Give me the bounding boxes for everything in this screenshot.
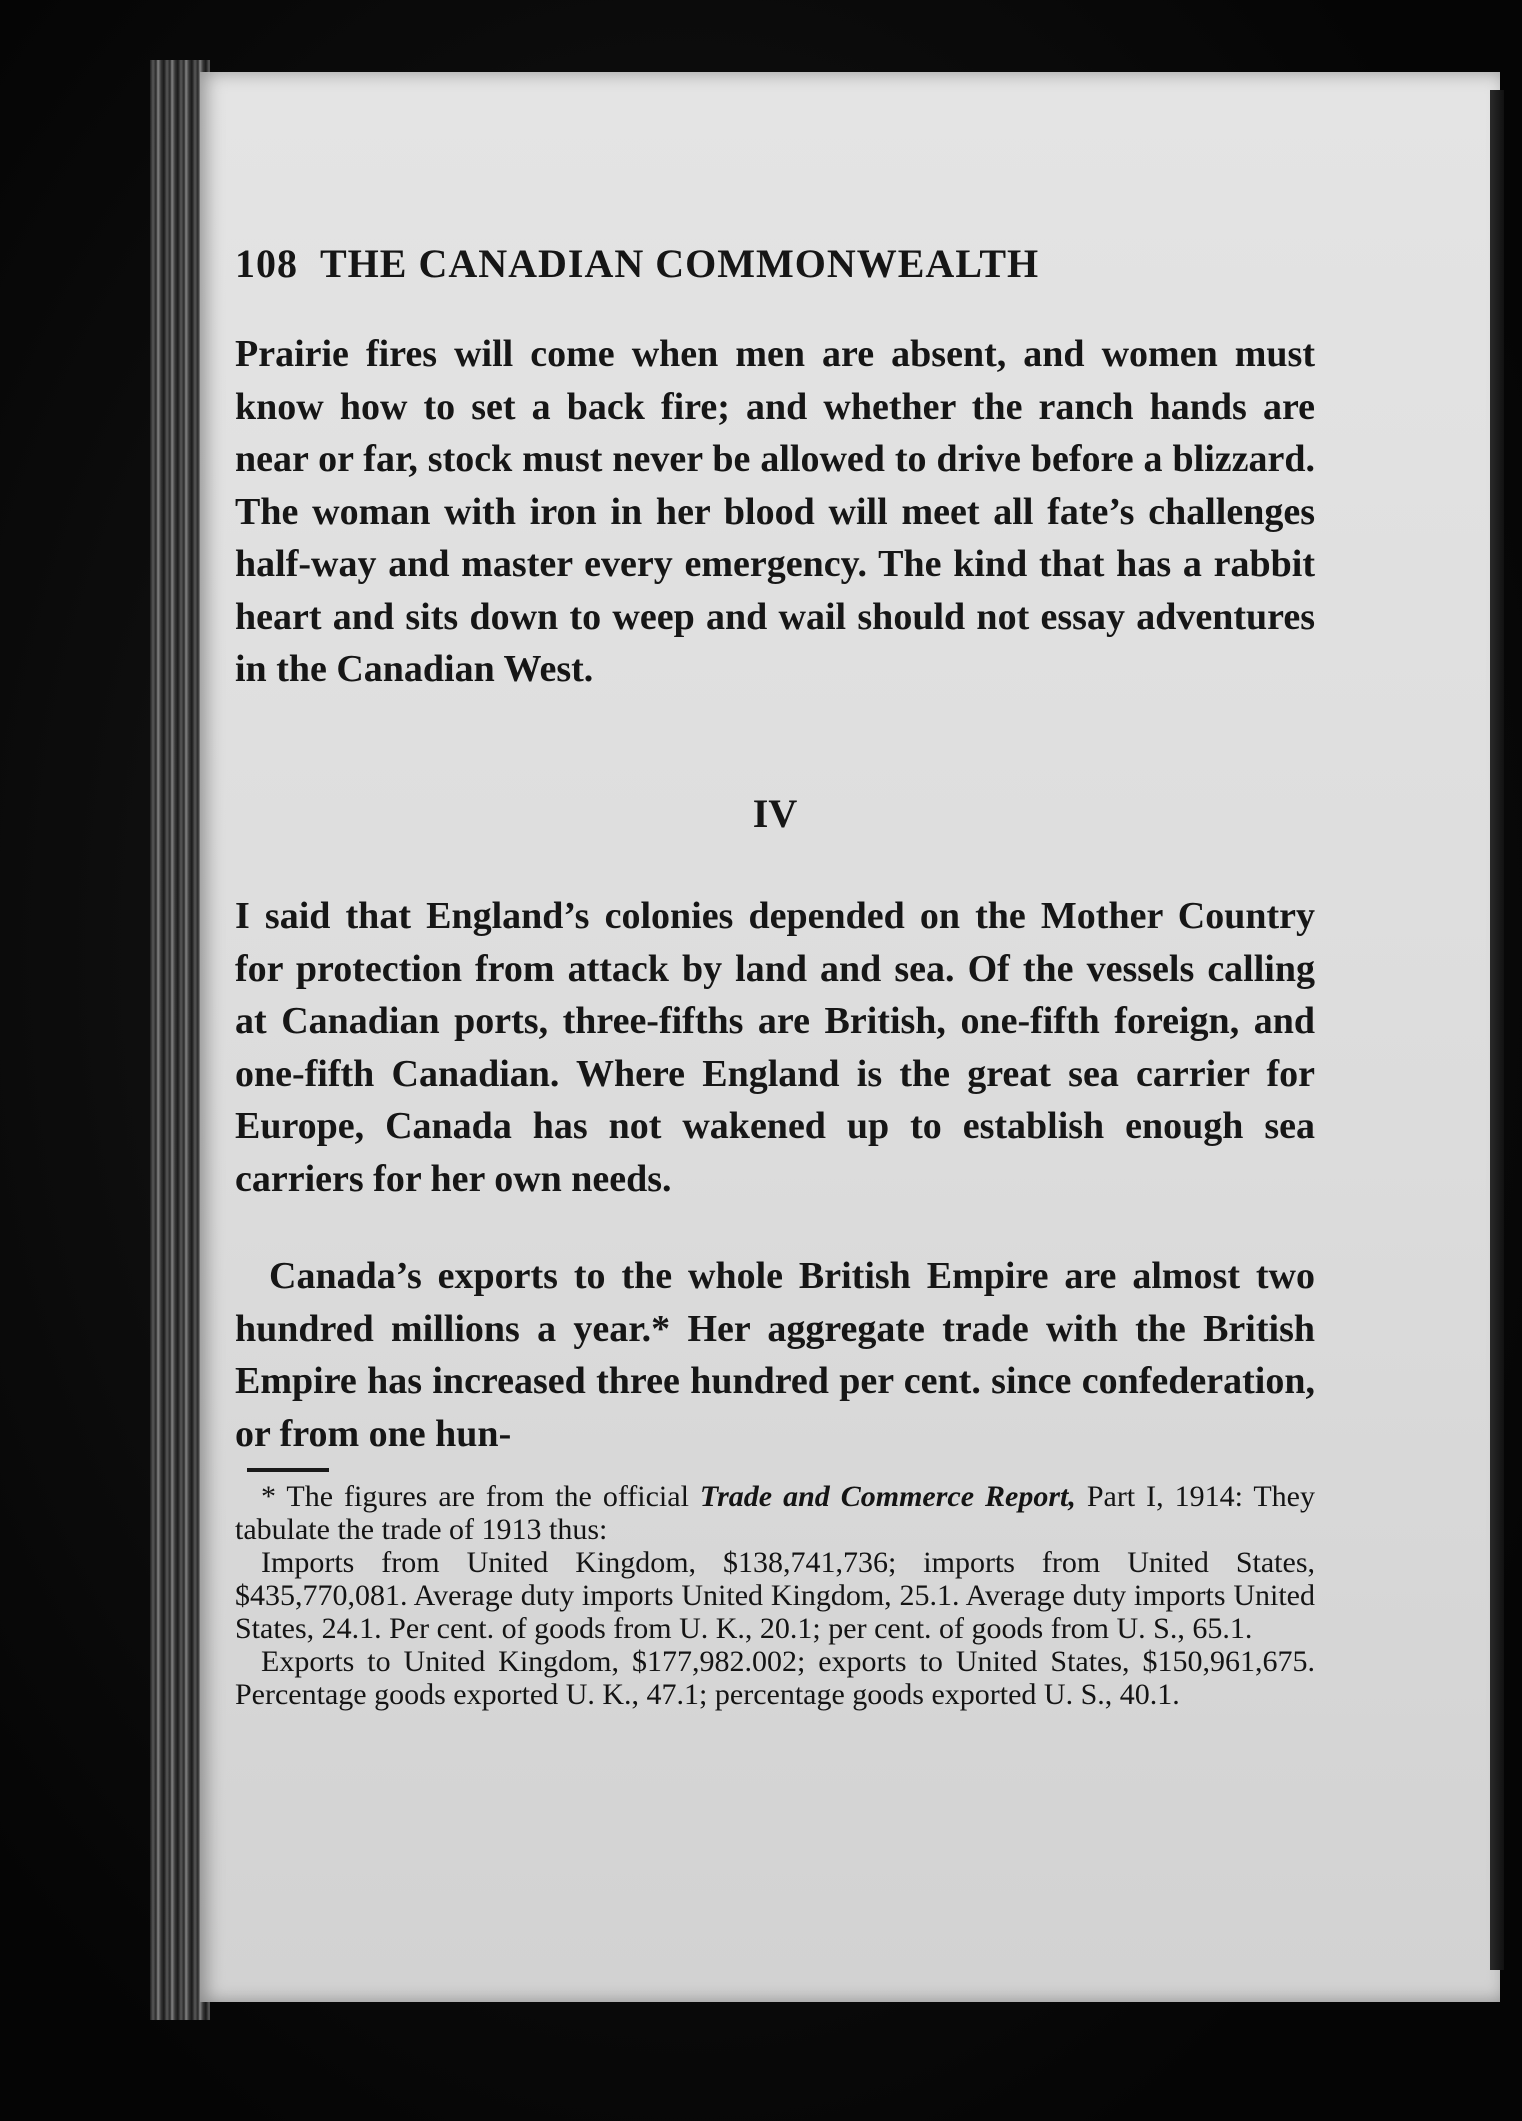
running-head (235, 240, 1315, 287)
book-binding-edge (1490, 90, 1504, 1970)
footnote-rule (247, 1468, 329, 1472)
footnote-exports: Exports to United Kingdom, $177,982.002; exports to United States, $150,961,675. Percentage goods exported U. K., 47.1; percentage goods exported U. S., 40.1. (235, 1645, 1315, 1711)
section-number: IV (752, 791, 798, 836)
running-title: THE CANADIAN COMMONWEALTH (320, 241, 1040, 286)
footnote (235, 1480, 1315, 1711)
page-number: 108 (235, 241, 298, 286)
footnote-source-title: Trade and Commerce Report, (699, 1480, 1076, 1513)
footnote-lead: * The figures are from the official (261, 1480, 700, 1513)
footnote-imports: Imports from United Kingdom, $138,741,736; imports from United States, $435,770,081. Average duty imports United Kingdom, 25.1. Average duty imports United States, 24.1. Per cent. of goods from U. K., 20.1; per cent. of goods from U. S., 65.1. (235, 1546, 1315, 1645)
paragraph-3: Canada’s exports to the whole British Empire are almost two hundred millions a year.* Her aggregate trade with the British Empire has increased three hundred per cent. since confederation, or from one hun- (235, 1255, 1315, 1455)
paragraph-1: Prairie fires will come when men are absent, and women must know how to set a back fire; and whether the ranch hands are near or far, stock must never be allowed to drive before a blizzard. The woman with iron in her blood will meet all fate’s challenges half-way and master every emergency. The kind that has a rabbit heart and sits down to weep and wail should not essay adventures in the Canadian West. (235, 333, 1315, 690)
paragraph-2: I said that England’s colonies depended on the Mother Country for protection from attack by land and sea. Of the vessels calling at Canadian ports, three-fifths are British, one-fifth foreign, and one-fifth Canadian. Where England is the great sea carrier for Europe, Canada has not wakened up to establish enough sea carriers for her own needs. (235, 895, 1315, 1200)
footnote-after-title: Part I, 1914: They tabulate the trade of 1913 thus: (235, 1480, 1315, 1546)
footnote-intro (235, 1480, 1315, 1546)
